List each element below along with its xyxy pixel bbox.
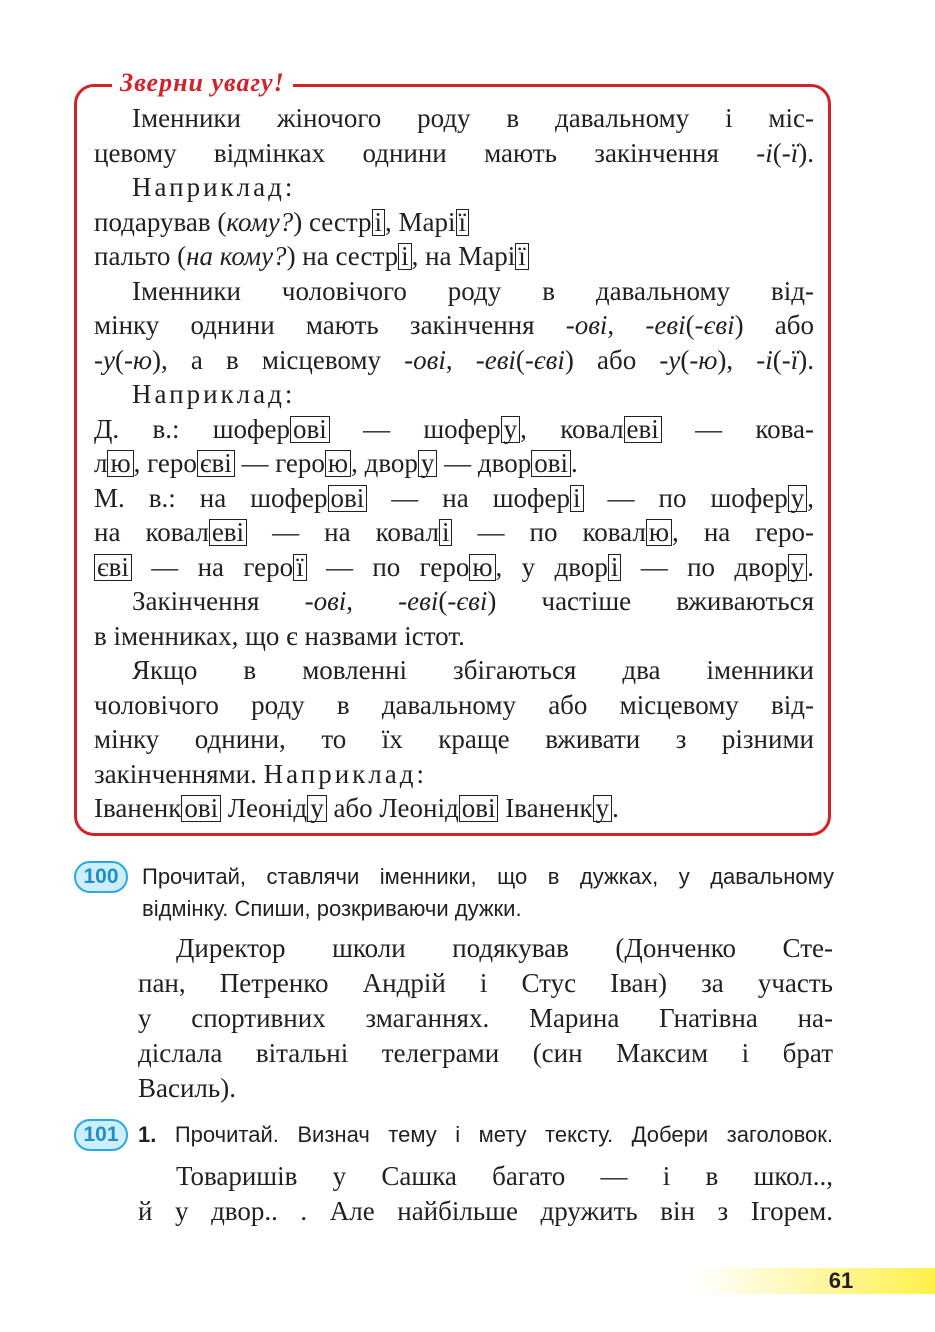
- exercise-number-badge: 100: [74, 861, 128, 893]
- exercise-task: 1. Прочитай. Визнач тему і мету тексту. Добери заголовок.: [138, 1122, 833, 1147]
- rule-line: цевому відмінках однини мають закінчення -і(-ї).: [94, 137, 814, 168]
- rule-line: -у(-ю), а в місцевому -ові, -еві(-єві) або -у(-ю), -і(-ї).: [94, 344, 815, 375]
- example-heading: Наприклад:: [132, 172, 296, 202]
- rule-line: мінку однини мають закінчення -ові, -еві(-єві) або: [94, 310, 814, 340]
- rule-line: Іменники чоловічого роду в давальному від-: [132, 275, 814, 306]
- rule-text: [94, 101, 814, 826]
- rule-line: Якщо в мовленні збігаються два іменники: [132, 655, 814, 685]
- rule-line: Іменники жіночого роду в давальному і міс-: [132, 103, 814, 133]
- rule-line: закінченнями. Наприклад:: [94, 758, 427, 789]
- example-line: пальто (на кому?) на сестр і , на Марі ї: [94, 239, 814, 274]
- rule-line: чоловічого роду в давальному або місцевому від-: [94, 689, 814, 720]
- exercise-text: Директор школи подякував (Донченко Сте- пан, Петренко Андрій і Стус Іван) за участь у спортивних змаганнях. Марина Гнатівна на- діслала вітальні телеграми (син Максим і брат Василь).: [138, 933, 833, 1103]
- ending-box: ї: [515, 243, 529, 270]
- example-line: подарував (кому?) сестр і , Марі ї: [94, 205, 814, 240]
- page-number-bar: [694, 1268, 935, 1294]
- page-number: 61: [828, 1268, 854, 1293]
- attention-title: Зверни увагу!: [112, 66, 293, 100]
- example-line: Іваненк ові Леонід у або Леонід ові Іваненк у .: [94, 793, 619, 823]
- ending-box: і: [398, 243, 412, 270]
- rule-line: мінку однини, то їх краще вживати з різними: [94, 724, 814, 754]
- example-line: Д. в.: шофер ові — шофер у , ковал еві — кова-: [94, 413, 814, 444]
- example-line: М. в.: на шофер ові — на шофер і — по шофер у ,: [94, 482, 814, 513]
- example-heading: Наприклад:: [132, 379, 296, 409]
- exercise-number-badge: 101: [74, 1119, 128, 1151]
- rule-line: в іменниках, що є назвами істот.: [94, 620, 465, 651]
- example-line: єві — на геро ї — по геро ю , у двор і — по двор у .: [94, 550, 814, 585]
- example-line: л ю , геро єві — геро ю , двор у — двор ові .: [94, 448, 578, 478]
- exercise-task: Прочитай, ставлячи іменники, що в дужках, у давальному відмінку. Спиши, розкриваючи дужки.: [142, 864, 834, 921]
- ending-box: ї: [456, 209, 470, 236]
- example-line: на ковал еві — на ковал і — по ковал ю , на геро-: [94, 517, 814, 547]
- rule-line: Закінчення -ові, -еві(-єві) частіше вживаються: [132, 586, 815, 616]
- exercise-text: Товаришів у Сашка багато — і в школ.., й у двор.. . Але найбільше дружить він з Ігорем.: [138, 1161, 833, 1226]
- ending-box: і: [372, 209, 386, 236]
